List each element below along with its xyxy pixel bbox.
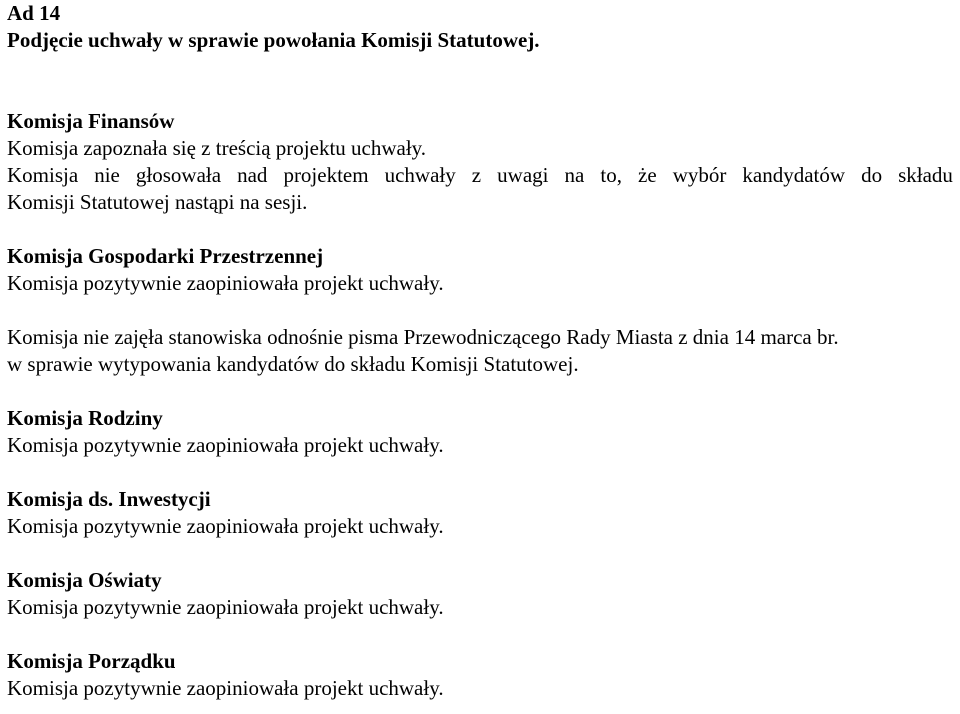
spacer [7,378,960,405]
justified-word: Komisja [7,163,79,187]
justified-word: uwagi [497,163,549,187]
spacer [7,621,960,648]
justified-word: z [471,163,482,187]
spacer [7,54,960,108]
justified-word: kandydatów [742,163,846,187]
justified-word: wybór [672,163,727,187]
section-komisja-rodziny [7,405,960,459]
section-text: Komisja pozytywnie zaopiniowała projekt uchwały. [7,514,444,538]
section-heading: Komisja Rodziny [7,406,163,430]
justified-word: do [861,163,883,187]
spacer [7,540,960,567]
spacer [7,459,960,486]
section-komisja-gospodarki-przestrzennej [7,243,960,378]
section-text: Komisja nie zajęła stanowiska odnośnie pisma Przewodniczącego Rady Miasta z dnia 14 marca br. [7,325,839,349]
section-text: Komisja pozytywnie zaopiniowała projekt uchwały. [7,433,444,457]
agenda-item-number: Ad 14 [7,1,61,25]
section-heading: Komisja ds. Inwestycji [7,487,211,511]
section-text: Komisji Statutowej nastąpi na sesji. [7,190,308,214]
section-text-justified [7,162,953,189]
justified-word: nie [94,163,120,187]
section-komisja-inwestycji [7,486,960,540]
justified-word: że [638,163,657,187]
section-komisja-porzadku [7,648,960,702]
agenda-item-title: Podjęcie uchwały w sprawie powołania Komisji Statutowej. [7,28,540,52]
section-text: Komisja pozytywnie zaopiniowała projekt uchwały. [7,271,444,295]
section-text: Komisja zapoznała się z treścią projektu uchwały. [7,136,427,160]
justified-word: składu [898,163,953,187]
justified-word: na [564,163,585,187]
justified-word: nad [237,163,268,187]
spacer [7,216,960,243]
section-komisja-finansow [7,108,960,216]
section-heading: Komisja Oświaty [7,568,162,592]
section-text: Komisja pozytywnie zaopiniowała projekt uchwały. [7,595,444,619]
justified-word: uchwały [384,163,456,187]
section-heading: Komisja Gospodarki Przestrzennej [7,244,324,268]
justified-word: głosowała [135,163,222,187]
justified-word: to, [600,163,622,187]
section-komisja-oswiaty [7,567,960,621]
section-heading: Komisja Porządku [7,649,176,673]
justified-word: projektem [283,163,369,187]
section-heading: Komisja Finansów [7,109,175,133]
section-text: w sprawie wytypowania kandydatów do składu Komisji Statutowej. [7,352,579,376]
spacer [7,297,960,324]
section-text: Komisja pozytywnie zaopiniowała projekt uchwały. [7,676,444,700]
